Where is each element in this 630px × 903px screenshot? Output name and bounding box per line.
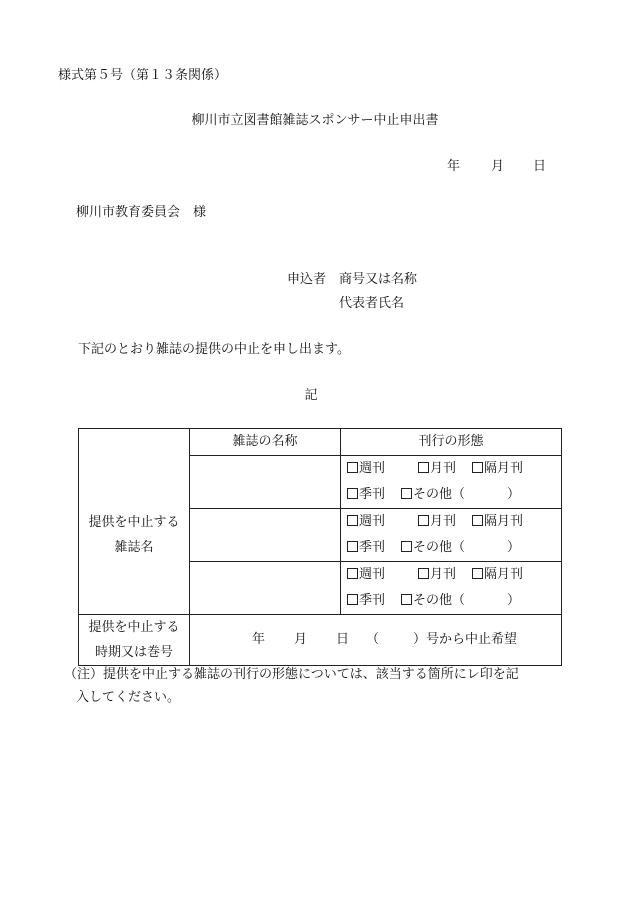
monthly-label: 月刊	[430, 567, 457, 583]
table-row	[79, 456, 562, 509]
row-label-line1: 提供を中止する	[88, 514, 180, 530]
period-label-cell	[79, 615, 190, 666]
bimonthly-label: 隔月刊	[484, 514, 524, 530]
period-month-label: 月	[294, 632, 308, 648]
period-suffix: 号から中止希望	[426, 632, 518, 648]
weekly-label: 週刊	[359, 461, 386, 477]
form-title: 柳川市立図書館雑誌スポンサー中止申出書	[191, 113, 439, 128]
bimonthly-label: 隔月刊	[484, 567, 524, 583]
frequency-cell-3	[341, 562, 562, 615]
weekly-checkbox[interactable]	[347, 515, 358, 526]
other-label: その他	[413, 593, 453, 609]
quarterly-checkbox[interactable]	[347, 594, 358, 605]
bimonthly-checkbox[interactable]	[472, 462, 483, 473]
monthly-checkbox[interactable]	[418, 462, 429, 473]
quarterly-label: 季刊	[359, 540, 386, 556]
header-frequency: 刊行の形態	[341, 429, 562, 456]
quarterly-checkbox[interactable]	[347, 541, 358, 552]
date-day-label: 日	[533, 159, 547, 174]
frequency-cell-2	[341, 509, 562, 562]
monthly-label: 月刊	[430, 514, 457, 530]
bimonthly-label: 隔月刊	[484, 461, 524, 477]
row-label-cell	[79, 456, 190, 615]
weekly-label: 週刊	[359, 514, 386, 530]
applicant-label: 申込者	[287, 272, 327, 287]
monthly-checkbox[interactable]	[418, 568, 429, 579]
other-checkbox[interactable]	[401, 594, 412, 605]
applicant-company-label: 商号又は名称	[339, 272, 418, 287]
paren-open: （	[452, 540, 466, 556]
other-label: その他	[413, 487, 453, 503]
magazine-name-input-3[interactable]	[190, 562, 341, 615]
other-label: その他	[413, 540, 453, 556]
paren-close: ）	[507, 540, 521, 556]
paren-open: （	[452, 487, 466, 503]
paren-open: （	[452, 593, 466, 609]
bimonthly-checkbox[interactable]	[472, 515, 483, 526]
header-magazine-name: 雑誌の名称	[190, 429, 341, 456]
magazine-name-input-2[interactable]	[190, 509, 341, 562]
other-checkbox[interactable]	[401, 488, 412, 499]
period-year-label: 年	[252, 632, 266, 648]
weekly-checkbox[interactable]	[347, 568, 358, 579]
period-label-line2: 時期又は巻号	[94, 645, 173, 660]
date-year-label: 年	[447, 159, 461, 174]
monthly-checkbox[interactable]	[418, 515, 429, 526]
form-number: 様式第５号（第１３条関係）	[58, 68, 228, 83]
table-header-row	[79, 429, 562, 456]
paren-close: ）	[507, 487, 521, 503]
magazine-table	[78, 428, 562, 666]
date-month-label: 月	[491, 159, 505, 174]
period-paren-open: （	[366, 632, 380, 648]
ki-heading: 記	[304, 388, 318, 403]
period-label-line1: 提供を中止する	[88, 620, 180, 635]
frequency-cell-1	[341, 456, 562, 509]
period-value-cell[interactable]	[190, 615, 562, 666]
period-day-label: 日	[336, 632, 350, 648]
bimonthly-checkbox[interactable]	[472, 568, 483, 579]
magazine-name-input-1[interactable]	[190, 456, 341, 509]
recipient: 柳川市教育委員会 様	[76, 205, 207, 220]
note-line-1: （注）提供を中止する雑誌の刊行の形態については、該当する箇所にレ印を記	[64, 667, 519, 682]
applicant-representative-label: 代表者氏名	[339, 296, 405, 311]
note-line-2: 入してください。	[76, 690, 181, 705]
monthly-label: 月刊	[430, 461, 457, 477]
weekly-label: 週刊	[359, 567, 386, 583]
quarterly-label: 季刊	[359, 593, 386, 609]
body-text: 下記のとおり雑誌の提供の中止を申し出ます。	[78, 342, 350, 357]
quarterly-checkbox[interactable]	[347, 488, 358, 499]
weekly-checkbox[interactable]	[347, 462, 358, 473]
other-checkbox[interactable]	[401, 541, 412, 552]
period-paren-close: ）	[413, 632, 427, 648]
table-corner-cell	[79, 429, 190, 456]
quarterly-label: 季刊	[359, 487, 386, 503]
period-row	[79, 615, 562, 666]
row-label-line2: 雑誌名	[114, 539, 154, 555]
paren-close: ）	[507, 593, 521, 609]
